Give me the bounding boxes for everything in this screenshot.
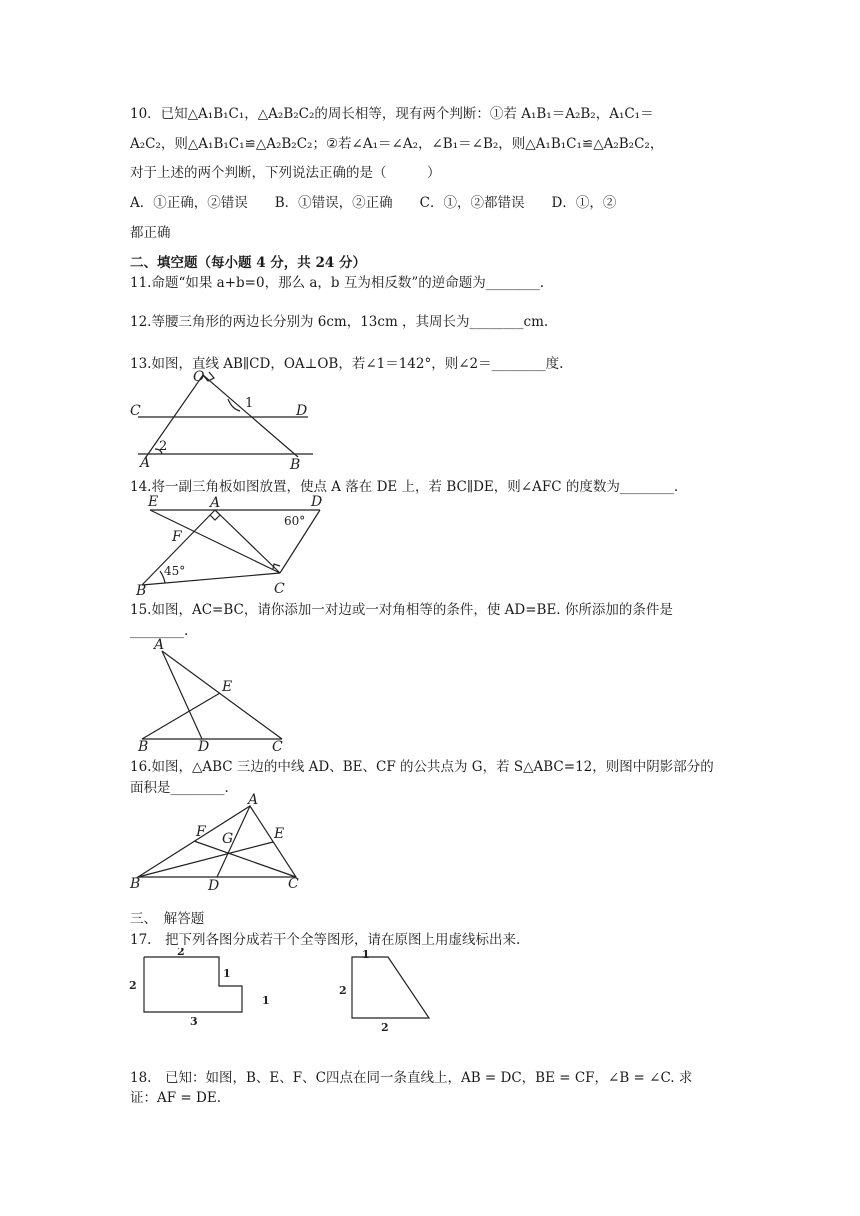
figure-q14 xyxy=(130,493,330,598)
label-angle-2: 2 xyxy=(159,439,168,454)
q10-line-2: A₂C₂，则△A₁B₁C₁≌△A₂B₂C₂；②若∠A₁＝∠A₂，∠B₁＝∠B₂，则△A₁B₁C₁≌△A₂B₂C₂， xyxy=(130,136,664,152)
label-d: D xyxy=(198,739,210,752)
segment-ac xyxy=(162,651,282,739)
label-b: B xyxy=(130,876,141,892)
label-f: F xyxy=(172,529,182,545)
label-right: 1 xyxy=(262,994,270,1007)
figure-q17-right xyxy=(335,948,445,1033)
label-e: E xyxy=(274,826,285,842)
segment-ad xyxy=(162,651,202,739)
label-a: A xyxy=(140,455,151,470)
label-e: E xyxy=(222,679,233,695)
triangle-abc xyxy=(138,806,296,877)
q16-line-2: 面积是________. xyxy=(130,780,229,796)
q13-text: 13.如图，直线 AB∥CD，OA⊥OB，若∠1＝142°，则∠2＝________度. xyxy=(130,356,564,372)
label-45-deg: 45° xyxy=(164,564,186,578)
label-c: C xyxy=(274,581,285,597)
label-a: A xyxy=(154,637,165,653)
q18-line-1: 18. 已知：如图，B、E、F、C四点在同一条直线上，AB = DC，BE = CF，∠B = ∠C. 求 xyxy=(130,1070,693,1086)
section-fill-in-title: 二、填空题（每小题 4 分，共 24 分） xyxy=(130,255,366,271)
q11-text: 11.命题“如果 a+b=0，那么 a，b 互为相反数”的逆命题为________. xyxy=(130,275,545,291)
figure-q15 xyxy=(132,637,292,752)
label-g: G xyxy=(222,831,234,847)
segment-oa xyxy=(146,375,203,457)
label-d: D xyxy=(296,403,308,419)
q10-line-3: 对于上述的两个判断，下列说法正确的是（ ） xyxy=(130,165,441,181)
q10-line-1: 10．已知△A₁B₁C₁，△A₂B₂C₂的周长相等，现有两个判断：①若 A₁B₁＝A₂B₂，A₁C₁＝ xyxy=(130,106,654,122)
l-shape-outline xyxy=(144,957,242,1012)
label-left: 2 xyxy=(129,979,137,992)
label-angle-1: 1 xyxy=(245,396,254,411)
right-angle-mark-a xyxy=(210,510,220,520)
label-60-deg: 60° xyxy=(284,514,306,528)
label-b: B xyxy=(290,457,301,470)
section-answer-title: 三、 解答题 xyxy=(130,911,205,927)
trapezoid-outline xyxy=(352,957,429,1018)
q18-line-2: 证：AF = DE. xyxy=(130,1090,221,1106)
label-left: 2 xyxy=(339,984,347,997)
figure-q17-left xyxy=(125,948,285,1028)
q17-text: 17. 把下列各图分成若干个全等图形，请在原图上用虚线标出来. xyxy=(130,932,521,948)
median-be xyxy=(138,842,273,877)
label-c: C xyxy=(288,876,299,892)
label-bottom: 3 xyxy=(190,1015,198,1028)
q12-text: 12.等腰三角形的两边长分别为 6cm，13cm ，其周长为________cm. xyxy=(130,314,549,330)
label-c: C xyxy=(130,403,141,419)
q16-line-1: 16.如图，△ABC 三边的中线 AD、BE、CF 的公共点为 G，若 S△ABC=12，则图中阴影部分的 xyxy=(130,759,714,775)
label-top: 2 xyxy=(177,948,185,958)
q15-line-2: ________. xyxy=(130,623,189,639)
label-a: A xyxy=(248,792,259,808)
label-mid: 1 xyxy=(223,967,231,980)
label-d: D xyxy=(311,494,323,510)
q10-options-cont: 都正确 xyxy=(130,225,171,241)
label-b: B xyxy=(136,583,147,598)
label-d: D xyxy=(208,878,220,892)
label-a: A xyxy=(210,495,221,511)
q15-line-1: 15.如图，AC=BC，请你添加一对边或一对角相等的条件，使 AD=BE. 你所添加的条件是 xyxy=(130,602,673,618)
segment-ob xyxy=(203,375,298,457)
label-o: O xyxy=(193,369,205,385)
q10-options: A．①正确，②错误 B．①错误，②正确 C．①，②都错误 D．①，② xyxy=(130,195,617,211)
segment-be xyxy=(142,693,220,739)
segment-ac xyxy=(215,510,280,573)
label-bottom: 2 xyxy=(381,1021,389,1033)
label-e: E xyxy=(148,494,159,510)
figure-q16 xyxy=(128,792,308,892)
label-top: 1 xyxy=(362,948,370,961)
label-f: F xyxy=(196,824,206,840)
q14-text: 14.将一副三角板如图放置，使点 A 落在 DE 上，若 BC∥DE，则∠AFC 的度数为________. xyxy=(130,479,679,495)
right-angle-mark-c xyxy=(273,564,280,569)
label-c: C xyxy=(272,739,283,752)
figure-q13 xyxy=(128,365,328,470)
label-b: B xyxy=(138,739,149,752)
